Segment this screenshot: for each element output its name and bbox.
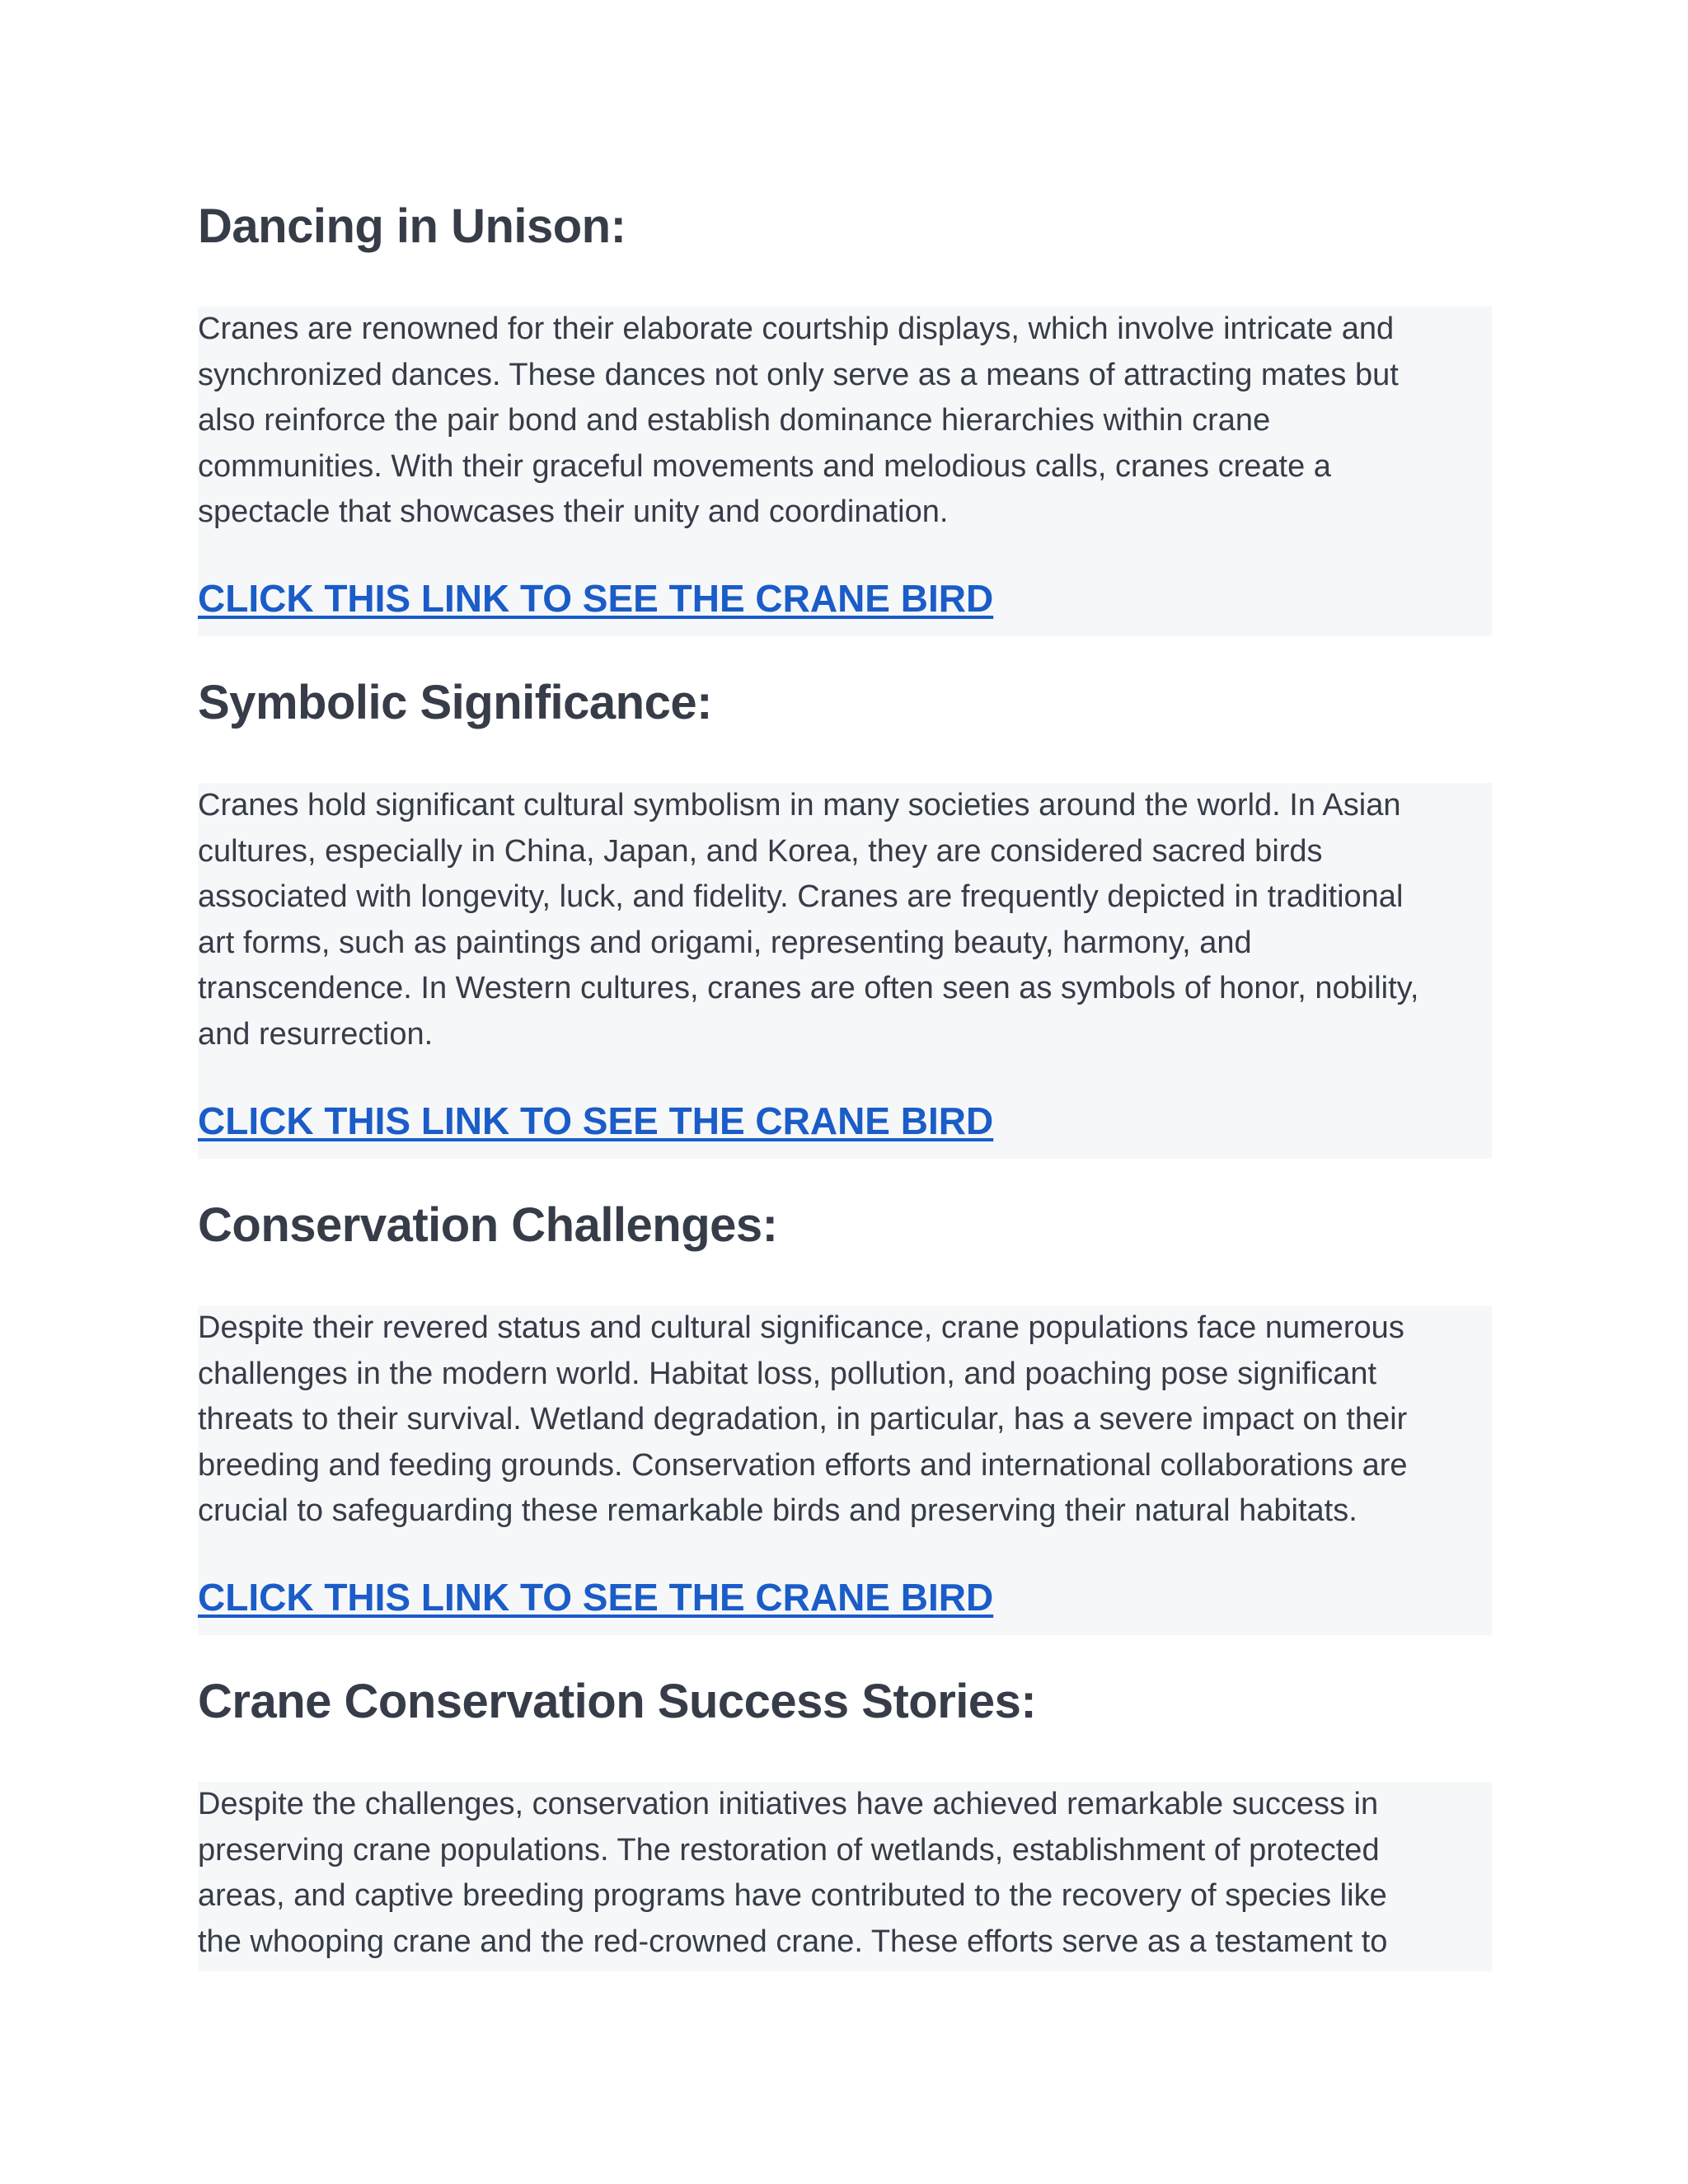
paragraph-line: Despite their revered status and cultural significance, crane populations face numerous: [198, 1310, 1404, 1345]
section-box-symbolic: [198, 783, 1492, 1159]
paragraph-line: communities. With their graceful movements and melodious calls, cranes create a: [198, 448, 1331, 484]
paragraph-line: crucial to safeguarding these remarkable birds and preserving their natural habitats.: [198, 1493, 1357, 1528]
paragraph-line: also reinforce the pair bond and establish dominance hierarchies within crane: [198, 403, 1271, 438]
section-paragraph-challenges: [198, 1305, 1408, 1535]
section-box-dancing: [198, 307, 1492, 636]
section-box-challenges: [198, 1305, 1492, 1635]
paragraph-line: art forms, such as paintings and origami, representing beauty, harmony, and: [198, 925, 1252, 960]
crane-bird-link-1[interactable]: CLICK THIS LINK TO SEE THE CRANE BIRD: [198, 577, 994, 620]
paragraph-line: cultures, especially in China, Japan, and Korea, they are considered sacred birds: [198, 833, 1323, 869]
paragraph-line: and resurrection.: [198, 1016, 434, 1052]
paragraph-line: associated with longevity, luck, and fidelity. Cranes are frequently depicted in traditional: [198, 879, 1404, 914]
paragraph-line: areas, and captive breeding programs have contributed to the recovery of species like: [198, 1878, 1387, 1913]
section-heading-challenges: Conservation Challenges:: [198, 1198, 778, 1252]
paragraph-line: the whooping crane and the red-crowned crane. These efforts serve as a testament to: [198, 1924, 1388, 1959]
crane-bird-link-3[interactable]: CLICK THIS LINK TO SEE THE CRANE BIRD: [198, 1576, 994, 1619]
paragraph-line: threats to their survival. Wetland degradation, in particular, has a severe impact on their: [198, 1402, 1408, 1436]
paragraph-line: Cranes are renowned for their elaborate courtship displays, which involve intricate and: [198, 312, 1395, 346]
paragraph-line: Cranes hold significant cultural symbolism in many societies around the world. In Asian: [198, 788, 1401, 823]
section-paragraph-dancing: [198, 307, 1399, 536]
paragraph-line: Despite the challenges, conservation initiatives have achieved remarkable success in: [198, 1787, 1379, 1821]
paragraph-line: spectacle that showcases their unity and coordination.: [198, 494, 949, 529]
paragraph-line: transcendence. In Western cultures, cranes are often seen as symbols of honor, nobility,: [198, 971, 1419, 1005]
crane-bird-link-2[interactable]: CLICK THIS LINK TO SEE THE CRANE BIRD: [198, 1099, 994, 1142]
section-heading-success: Crane Conservation Success Stories:: [198, 1675, 1037, 1728]
section-heading-dancing: Dancing in Unison:: [198, 199, 626, 253]
paragraph-line: challenges in the modern world. Habitat loss, pollution, and poaching pose significant: [198, 1356, 1377, 1391]
section-box-success: [198, 1782, 1492, 1971]
paragraph-line: synchronized dances. These dances not only serve as a means of attracting mates but: [198, 357, 1399, 392]
paragraph-line: preserving crane populations. The restoration of wetlands, establishment of protected: [198, 1832, 1380, 1868]
section-paragraph-success: [198, 1782, 1387, 1965]
paragraph-line: breeding and feeding grounds. Conservation efforts and international collaborations are: [198, 1447, 1408, 1483]
section-paragraph-symbolic: [198, 783, 1418, 1057]
section-heading-symbolic: Symbolic Significance:: [198, 676, 712, 729]
